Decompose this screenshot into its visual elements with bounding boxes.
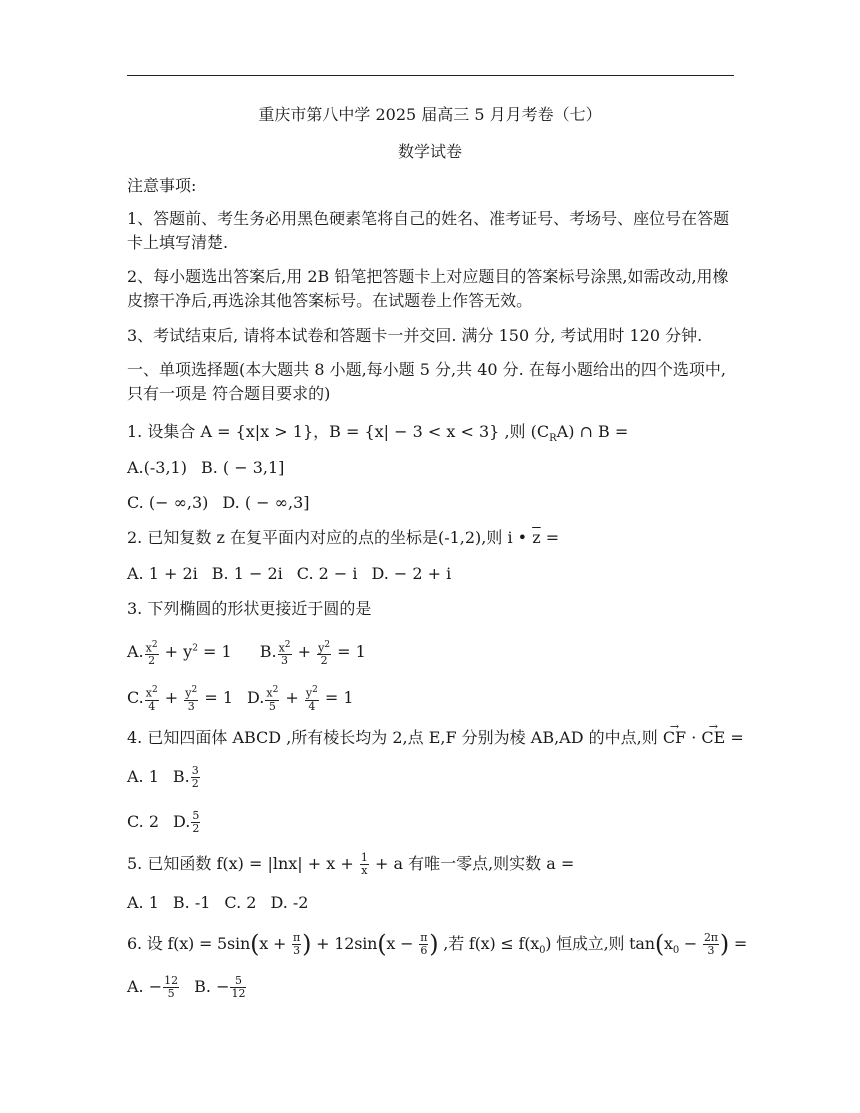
option-b: B. ( − 3,1]	[200, 458, 285, 477]
question-6-stem: 6. 设 f(x) = 5sin(x + $\frac{\pi}{3}$ ) + 12sin(x − $\frac{\pi}{6}$ ) ,若 $f(x) \le f(x_0)$ 恒成立,则 $\tan(x_0$ − $\frac{2\pi}{3}$ ) =	[127, 930, 748, 958]
option-c: C. 2 − i	[296, 564, 358, 583]
option-d: D. − 2 + i	[371, 564, 452, 583]
option-b: B. -1	[172, 893, 211, 912]
option-c: C. $\frac{x^2}{4}$ + $\frac{y^2}{3}$ = 1	[127, 685, 234, 713]
notice-heading: 注意事项:	[127, 176, 197, 195]
option-b: B. $\frac{3}{2}$	[172, 764, 199, 790]
question-3-options-row-2	[127, 684, 737, 713]
section-heading: 一、单项选择题(本大题共 8 小题,每小题 5 分,共 40 分. 在每小题给出的四个选项中,只有一项是 符合题目要求的)	[127, 360, 726, 403]
option-d: D. -2	[270, 893, 309, 912]
question-4-stem: 4. 已知四面体 ABCD ,所有棱长均为 2,点 E,F 分别为棱 AB,AD 的中点,则 → CF · → CE =	[127, 727, 737, 749]
notice-item-3: 3、考试结束后, 请将本试卷和答题卡一并交回. 满分 150 分, 考试用时 120 分钟.	[127, 326, 703, 345]
question-3-options-row-1	[127, 638, 737, 667]
question-5-options	[127, 892, 737, 914]
option-a: A. − $\frac{12}{5}$	[127, 974, 179, 1000]
option-b: B. − $\frac{5}{12}$	[194, 974, 246, 1000]
option-b: B. 1 − 2i	[211, 564, 283, 583]
exam-title: 重庆市第八中学 2025 届高三 5 月月考卷（七）	[258, 105, 602, 124]
option-a: A. $\frac{x^2}{2}$ + $y^2 = 1$	[127, 639, 232, 668]
option-a: A. 1 + 2i	[127, 564, 198, 583]
option-c: C. (− ∞,3)	[127, 493, 209, 512]
option-d: D. $\frac{x^2}{5}$ + $\frac{y^2}{4}$ = 1	[247, 685, 354, 713]
notice-item-2: 2、每小题选出答案后,用 2B 铅笔把答题卡上对应题目的答案标号涂黑,如需改动,用橡皮擦干净后,再选涂其他答案标号。在试题卷上作答无效。	[127, 267, 729, 310]
option-c: C. 2	[127, 812, 160, 831]
question-1-stem: 1. 设集合 A = {x|x > 1}，B = {x| − 3 < x < 3} ,则 $(C_RA)$ ∩ B =	[127, 422, 629, 445]
option-a: A.(-3,1)	[127, 458, 187, 477]
exam-subtitle: 数学试卷	[397, 142, 462, 161]
question-4-options-row-1	[127, 765, 737, 790]
question-5-stem: 5. 已知函数 f(x) = |lnx| + x + $\frac{1}{x}$ + a 有唯一零点,则实数 a =	[127, 851, 575, 877]
question-6-options	[127, 975, 737, 1000]
option-d: D. $\frac{5}{2}$	[173, 809, 200, 835]
question-3-stem: 3. 下列椭圆的形状更接近于圆的是	[127, 599, 372, 618]
option-a: A. 1	[127, 767, 159, 786]
option-b: B. $\frac{x^2}{3}$ + $\frac{y^2}{2}$ = 1	[259, 639, 366, 668]
option-c: C. 2	[224, 893, 257, 912]
question-4-options-row-2	[127, 810, 737, 835]
question-1-options-row-2	[127, 492, 737, 514]
question-1-options-row-1	[127, 457, 737, 479]
question-2-options	[127, 563, 737, 585]
question-2-stem: 2. 已知复数 z 在复平面内对应的点的坐标是(-1,2),则 i • $\overline{z}$ =	[127, 528, 560, 547]
option-a: A. 1	[127, 893, 159, 912]
header-rule	[127, 75, 734, 76]
notice-item-1: 1、答题前、考生务必用黑色硬素笔将自己的姓名、准考证号、考场号、座位号在答题卡上填写清楚.	[127, 209, 730, 252]
option-d: D. ( − ∞,3]	[222, 493, 310, 512]
